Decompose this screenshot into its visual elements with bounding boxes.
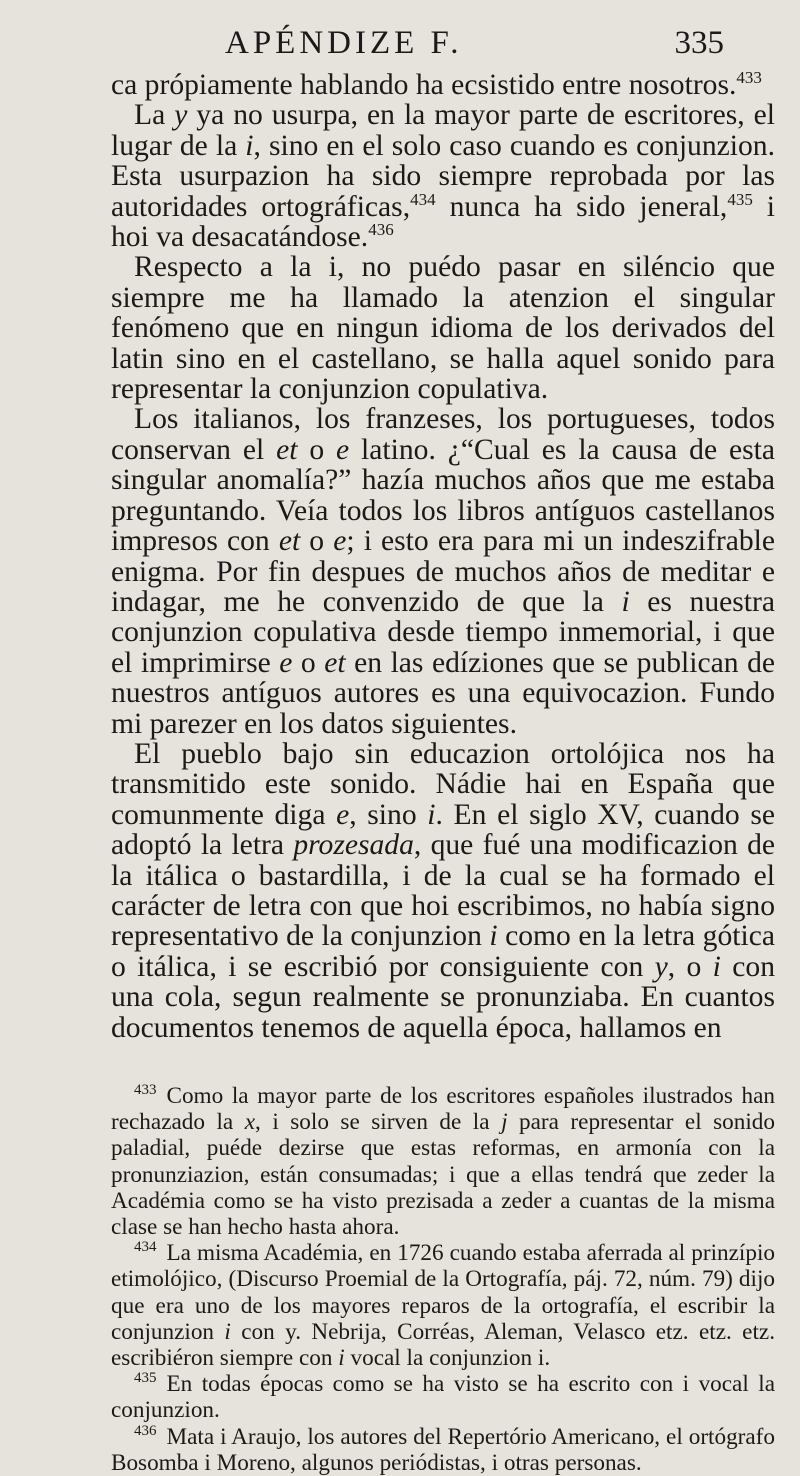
footnote-number: 433 <box>134 1082 157 1098</box>
italic-text: e <box>279 646 293 679</box>
text-run: con y. Nebrija, Corréas, Aleman, Velasco etz. etz. etz. escribiéron siempre con <box>111 1318 776 1372</box>
paragraph-3 <box>111 252 775 404</box>
footnote-reference: 436 <box>368 220 394 240</box>
italic-text: y <box>654 950 668 983</box>
text-run: , o <box>667 950 713 983</box>
italic-text: i <box>489 920 498 953</box>
text-run: Los italianos, los franzeses, los portugueses, todos conservan el <box>111 403 775 466</box>
text-run: nunca ha sido jeneral, <box>435 190 728 223</box>
text-run: Mata i Araujo, los autores del Repertório Americano, el ortógrafo Bosomba i Moreno, algunos periódistas, i otras personas. <box>111 1423 775 1476</box>
body-text <box>111 70 775 1043</box>
italic-text: x <box>244 1109 256 1136</box>
text-run: en las edíziones que se publican de nuestros antíguos autores es una equivocazion. Fundo mi parezer en los datos siguientes. <box>111 646 776 740</box>
text-run: latino. ¿“Cual es la causa de esta singular anomalía?” hazía muchos años que me estaba preguntando. Veía todos los libros antíguos castellanos impresos con <box>111 433 775 558</box>
text-run: Respecto a la i, no puédo pasar en siléncio que siempre me ha llamado la atenzion el singular fenómeno que en ningun idioma de los derivados del latin sino en el castellano, se halla aquel sonido para representar la conjunzion copulativa. <box>111 251 775 406</box>
italic-text: i <box>621 585 630 618</box>
page-number: 335 <box>674 25 724 61</box>
footnote-433 <box>111 1083 775 1240</box>
text-run: , sino <box>349 798 428 831</box>
text-run: o <box>292 646 325 679</box>
italic-text: et <box>278 525 301 558</box>
footnote-number: 436 <box>134 1422 157 1439</box>
paragraph-5 <box>111 739 775 1043</box>
text-run: vocal la conjunzion i. <box>344 1345 551 1372</box>
paragraph-4 <box>111 404 775 738</box>
text-run: Como la mayor parte de los escritores españoles ilustrados han rechazado la <box>111 1083 775 1136</box>
italic-text: i <box>427 798 436 831</box>
text-run: , i solo se sirven de la <box>255 1109 502 1136</box>
paragraph-1 <box>111 70 775 100</box>
text-run: ya no usurpa, en la mayor parte de escritores, el lugar de la <box>111 99 775 162</box>
text-run: En todas épocas como se ha visto se ha escrito con i vocal la conjunzion. <box>111 1371 775 1424</box>
footnote-435 <box>111 1371 775 1423</box>
text-run: , que fué una modificazion de la itálica o bastardilla, i de la cual se ha formado el carácter de letra con que hoi escribimos, no había signo representativo de la conjunzion <box>111 829 775 953</box>
italic-text: et <box>276 433 298 466</box>
text-run: para representar el sonido paladial, puéde dezirse que estas reformas, en armonía con la pronunziazion, están consumadas; i que a ellas tendrá que zeder la Académia como se ha visto prezisada a zeder a cuantas de la misma clase se han hecho hasta ahora. <box>111 1109 775 1241</box>
italic-text: i <box>224 1318 231 1345</box>
italic-text: et <box>324 646 346 679</box>
text-run: La <box>134 99 175 132</box>
text-run: El pueblo bajo sin educazion ortolójica nos ha transmitido este sonido. Nádie hai en España que comunmente diga <box>111 737 775 831</box>
italic-text: e <box>336 433 350 466</box>
footnotes <box>111 1083 775 1476</box>
italic-text: e <box>336 798 350 831</box>
text-run: con una cola, segun realmente se pronunziaba. En cuantos documentos tenemos de aquella época, hallamos en <box>111 950 775 1044</box>
paragraph-2 <box>111 100 775 252</box>
italic-text: j <box>501 1109 508 1136</box>
footnote-reference: 435 <box>727 189 753 209</box>
footnote-reference: 433 <box>736 68 762 87</box>
footnote-reference: 434 <box>410 189 436 209</box>
text-run: i hoi va desacatándose. <box>111 190 776 254</box>
italic-text: i <box>245 129 254 162</box>
text-run: , sino en el solo caso cuando es conjunzion. Esta usurpazion ha sido siempre reprobada por las autoridades ortográficas, <box>111 129 775 223</box>
text-run: La misma Académia, en 1726 cuando estaba aferrada al prinzípio etimolójico, (Discurso Proemial de la Ortografía, páj. 72, núm. 79) dijo que era uno de los mayores reparos de la ortografía, el escribir la conjunzion <box>111 1240 775 1345</box>
text-run: ca própiamente hablando ha ecsistido entre nosotros. <box>111 69 737 101</box>
footnote-436 <box>111 1424 775 1476</box>
text-run: . En el siglo XV, cuando se adoptó la letra <box>111 798 776 862</box>
italic-text: i <box>338 1345 345 1372</box>
text-run: es nuestra conjunzion copulativa desde tiempo inmemorial, i que el imprimirse <box>111 585 775 679</box>
running-head-title: APÉNDIZE F. <box>225 25 463 61</box>
italic-text: prozesada <box>293 829 414 862</box>
footnote-434 <box>111 1240 775 1371</box>
running-head <box>111 18 724 70</box>
text-run: o <box>297 433 337 466</box>
italic-text: e <box>333 525 347 558</box>
footnote-number: 434 <box>134 1239 157 1256</box>
italic-text: y <box>174 99 188 132</box>
text-run: ; i esto era para mi un indeszifrable enigma. Por fin despues de muchos años de meditar e indagar, me he convenzido de que la <box>111 525 775 618</box>
text-run: o <box>300 525 334 558</box>
footnote-number: 435 <box>134 1370 157 1387</box>
text-run: como en la letra gótica o itálica, i se escribió por consiguiente con <box>111 920 775 983</box>
italic-text: i <box>712 950 721 983</box>
